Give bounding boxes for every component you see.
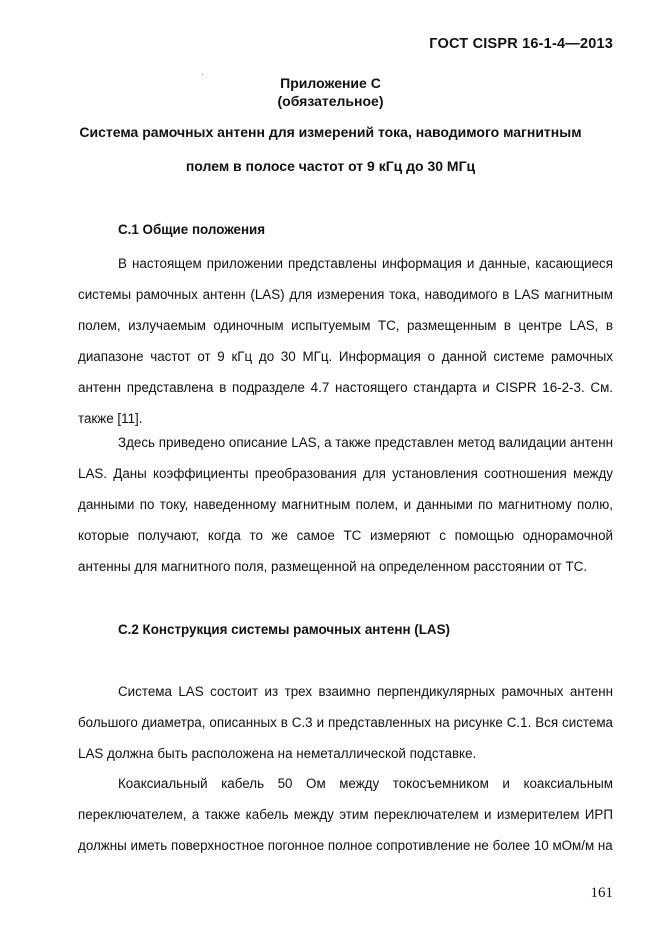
paragraph-c2-1: Система LAS состоит из трех взаимно перпендикулярных рамочных антенн большого диаметра, описанных в С.3 и представленных на рисунке С.1. Вся система LAS должна быть расположена на неметаллической подставке. — [78, 684, 613, 761]
section-heading-c2: С.2 Конструкция системы рамочных антенн (LAS) — [118, 622, 450, 637]
main-title-line-2: полем в полосе частот от 9 кГц до 30 МГц — [185, 158, 476, 174]
appendix-title: Приложение С — [280, 75, 381, 91]
page-number: 161 — [590, 885, 613, 901]
section-heading-c1: С.1 Общие положения — [118, 222, 266, 237]
paragraph-c1-1: В настоящем приложении представлены информация и данные, касающиеся системы рамочных антенн (LAS) для измерения тока, наводимого в LAS магнитным полем, излучаемым одиночным испытуемым ТС, размещенным в центре LAS, в диапазоне частот от 9 кГц до 30 МГц. Информация о данной системе рамочных антенн представлена в подразделе 4.7 настоящего стандарта и CISPR 16-2-3. См. также [11]. — [78, 256, 613, 426]
standard-code-header: ГОСТ CISPR 16-1-4—2013 — [429, 36, 613, 52]
paragraph-c1-2: Здесь приведено описание LAS, а также представлен метод валидации антенн LAS. Даны коэффициенты преобразования для установления соотношения между данными по току, наведенному магнитным полем, и данными по магнитному полю, которые получают, когда то же самое ТС измеряют с помощью однорамочной антенны для магнитного поля, размещенной на определенном расстоянии от ТС. — [78, 435, 613, 574]
appendix-status: (обязательное) — [277, 93, 384, 109]
paragraph-c2-2: Коаксиальный кабель 50 Ом между токосъемником и коаксиальным переключателем, а также кабель между этим переключателем и измерителем ИРП должны иметь поверхностное погонное полное сопротивление не более 10 мОм/м на — [78, 776, 613, 853]
main-title-line-1: Система рамочных антенн для измерений тока, наводимого магнитным — [79, 124, 582, 140]
